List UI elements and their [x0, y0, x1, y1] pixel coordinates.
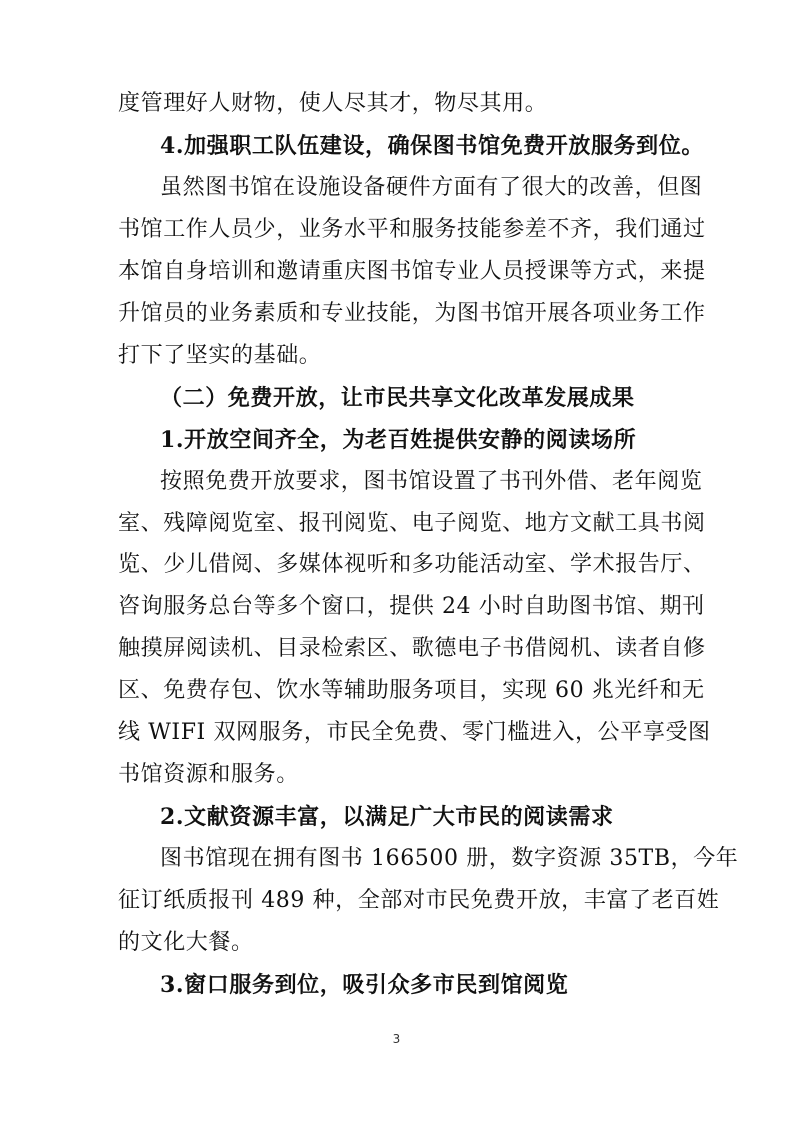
paragraph-continuation-line: 度管理好人财物，使人尽其才，物尽其用。 — [118, 91, 548, 116]
paragraph-line: 打下了坚实的基础。 — [118, 343, 322, 368]
paragraph-line: 触摸屏阅读机、目录检索区、歌德电子书借阅机、读者自修 — [118, 636, 706, 661]
paragraph-line: 咨询服务总台等多个窗口，提供 24 小时自助图书馆、期刊 — [118, 594, 705, 619]
section-heading-4: 4.加强职工队伍建设，确保图书馆免费开放服务到位。 — [160, 133, 704, 159]
paragraph-line: 室、残障阅览室、报刊阅览、电子阅览、地方文献工具书阅 — [118, 511, 706, 536]
paragraph-line: 虽然图书馆在设施设备硬件方面有了很大的改善，但图 — [160, 175, 703, 200]
subsection-heading-2: 2.文献资源丰富，以满足广大市民的阅读需求 — [160, 804, 614, 830]
paragraph-line: 书馆工作人员少，业务水平和服务技能参差不齐，我们通过 — [118, 217, 706, 242]
paragraph-line: 征订纸质报刊 489 种，全部对市民免费开放，丰富了老百姓 — [118, 888, 720, 913]
subsection-heading-3: 3.窗口服务到位，吸引众多市民到馆阅览 — [160, 972, 569, 998]
paragraph-line: 览、少儿借阅、多媒体视听和多功能活动室、学术报告厅、 — [118, 552, 706, 577]
subsection-heading-1: 1.开放空间齐全，为老百姓提供安静的阅读场所 — [160, 427, 637, 453]
section-heading-2: （二）免费开放，让市民共享文化改革发展成果 — [160, 385, 635, 411]
paragraph-line: 的文化大餐。 — [118, 930, 254, 955]
paragraph-line: 图书馆现在拥有图书 166500 册，数字资源 35TB，今年 — [160, 846, 739, 871]
paragraph-line: 按照免费开放要求，图书馆设置了书刊外借、老年阅览 — [160, 469, 703, 494]
paragraph-line: 本馆自身培训和邀请重庆图书馆专业人员授课等方式，来提 — [118, 259, 706, 284]
paragraph-line: 线 WIFI 双网服务，市民全免费、零门槛进入，公平享受图 — [118, 720, 711, 745]
paragraph-line: 书馆资源和服务。 — [118, 762, 299, 787]
paragraph-line: 升馆员的业务素质和专业技能，为图书馆开展各项业务工作 — [118, 301, 706, 326]
page-number: 3 — [392, 1032, 401, 1046]
paragraph-line: 区、免费存包、饮水等辅助服务项目，实现 60 兆光纤和无 — [118, 678, 705, 703]
